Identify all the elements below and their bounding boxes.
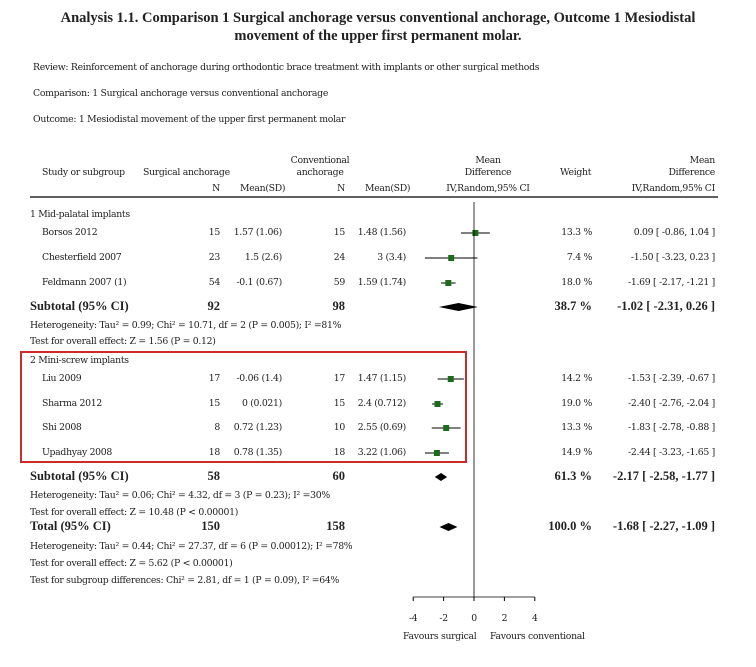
x-tick-label: 4 bbox=[531, 613, 538, 624]
header-md-right-3: IV,Random,95% CI bbox=[631, 183, 715, 194]
study-n1: 17 bbox=[208, 373, 220, 384]
header-n1: N bbox=[212, 183, 220, 194]
study-msd2: 2.4 (0.712) bbox=[357, 398, 406, 409]
study-n2: 15 bbox=[333, 398, 345, 409]
study-msd2: 2.55 (0.69) bbox=[357, 422, 406, 433]
subgroup-heading: 1 Mid-palatal implants bbox=[30, 209, 130, 220]
study-n1: 23 bbox=[208, 252, 220, 263]
study-n1: 18 bbox=[208, 447, 220, 458]
study-msd2: 1.59 (1.74) bbox=[357, 277, 406, 288]
x-tick-label: 0 bbox=[471, 613, 477, 624]
subtotal-label: Subtotal (95% CI) bbox=[30, 469, 129, 483]
header-conventional-1: Conventional bbox=[290, 155, 350, 166]
header-surgical: Surgical anchorage bbox=[143, 167, 230, 178]
header-md-1: Mean bbox=[475, 155, 501, 166]
comparison-text: Comparison: 1 Surgical anchorage versus conventional anchorage bbox=[33, 88, 329, 99]
subtotal-n1: 58 bbox=[207, 469, 220, 483]
study-name: Borsos 2012 bbox=[42, 227, 98, 238]
total-overall-effect-text: Test for overall effect: Z = 5.62 (P < 0.00001) bbox=[30, 558, 233, 569]
pooled-effect-diamond bbox=[439, 523, 457, 531]
subgroup-heading: 2 Mini-screw implants bbox=[30, 355, 129, 366]
study-weight: 13.3 % bbox=[561, 227, 592, 238]
header-conventional-2: anchorage bbox=[296, 167, 344, 178]
heterogeneity-text: Heterogeneity: Tau² = 0.99; Chi² = 10.71, df = 2 (P = 0.005); I² =81% bbox=[30, 320, 342, 331]
review-text: Review: Reinforcement of anchorage during orthodontic brace treatment with implants or other surgical methods bbox=[33, 62, 540, 73]
study-n1: 8 bbox=[214, 422, 220, 433]
header-md-3: IV,Random,95% CI bbox=[446, 183, 530, 194]
study-ci: -2.44 [ -3.23, -1.65 ] bbox=[628, 447, 715, 458]
study-effect-marker bbox=[448, 376, 454, 382]
overall-effect-text: Test for overall effect: Z = 10.48 (P < 0.00001) bbox=[30, 507, 239, 518]
study-weight: 7.4 % bbox=[566, 252, 592, 263]
x-tick-label: -4 bbox=[408, 613, 418, 624]
study-effect-marker bbox=[435, 401, 441, 407]
subtotal-ci: -2.17 [ -2.58, -1.77 ] bbox=[612, 469, 715, 483]
subtotal-n1: 150 bbox=[201, 519, 220, 533]
subtotal-ci: -1.02 [ -2.31, 0.26 ] bbox=[617, 299, 715, 313]
study-msd1: 0.78 (1.35) bbox=[233, 447, 282, 458]
subtotal-weight: 38.7 % bbox=[554, 299, 592, 313]
study-msd1: 1.5 (2.6) bbox=[244, 252, 282, 263]
header-md-right-2: Difference bbox=[668, 167, 715, 178]
study-n1: 15 bbox=[208, 227, 220, 238]
study-msd2: 3.22 (1.06) bbox=[357, 447, 406, 458]
study-effect-marker bbox=[472, 230, 478, 236]
favours-right-label: Favours conventional bbox=[490, 631, 585, 642]
x-tick-label: 2 bbox=[501, 613, 508, 624]
header-md-right-1: Mean bbox=[689, 155, 715, 166]
subtotal-label: Subtotal (95% CI) bbox=[30, 299, 129, 313]
study-n1: 54 bbox=[208, 277, 220, 288]
subtotal-n2: 60 bbox=[332, 469, 345, 483]
study-weight: 18.0 % bbox=[561, 277, 592, 288]
study-n1: 15 bbox=[208, 398, 220, 409]
subtotal-n1: 92 bbox=[207, 299, 220, 313]
study-effect-marker bbox=[443, 425, 449, 431]
study-ci: -1.83 [ -2.78, -0.88 ] bbox=[628, 422, 715, 433]
study-ci: -1.69 [ -2.17, -1.21 ] bbox=[628, 277, 715, 288]
chart-title-line2: movement of the upper first permanent molar. bbox=[234, 28, 522, 44]
header-md-2: Difference bbox=[464, 167, 512, 178]
x-tick-label: -2 bbox=[439, 613, 448, 624]
header-msd1: Mean(SD) bbox=[240, 183, 286, 194]
study-name: Sharma 2012 bbox=[42, 398, 103, 409]
pooled-effect-diamond bbox=[435, 473, 447, 481]
study-effect-marker bbox=[448, 255, 454, 261]
study-n2: 59 bbox=[333, 277, 345, 288]
study-weight: 14.9 % bbox=[561, 447, 592, 458]
subtotal-ci: -1.68 [ -2.27, -1.09 ] bbox=[612, 519, 715, 533]
study-msd1: 0.72 (1.23) bbox=[233, 422, 282, 433]
subtotal-weight: 61.3 % bbox=[554, 469, 592, 483]
study-n2: 10 bbox=[333, 422, 345, 433]
subtotal-weight: 100.0 % bbox=[548, 519, 592, 533]
header-study: Study or subgroup bbox=[42, 167, 125, 178]
study-effect-marker bbox=[434, 450, 440, 456]
study-ci: -2.40 [ -2.76, -2.04 ] bbox=[628, 398, 715, 409]
study-n2: 18 bbox=[333, 447, 345, 458]
subgroup-differences-text: Test for subgroup differences: Chi² = 2.81, df = 1 (P = 0.09), I² =64% bbox=[30, 575, 339, 586]
study-ci: -1.50 [ -3.23, 0.23 ] bbox=[630, 252, 715, 263]
study-n2: 17 bbox=[333, 373, 345, 384]
chart-title-line1: Analysis 1.1. Comparison 1 Surgical anchorage versus conventional anchorage, Outcome 1 Mesiodistal bbox=[60, 10, 696, 26]
study-msd2: 1.48 (1.56) bbox=[357, 227, 406, 238]
subtotal-label: Total (95% CI) bbox=[30, 519, 111, 533]
favours-left-label: Favours surgical bbox=[403, 631, 477, 642]
study-n2: 24 bbox=[333, 252, 345, 263]
study-msd2: 3 (3.4) bbox=[377, 252, 406, 263]
heterogeneity-text: Heterogeneity: Tau² = 0.06; Chi² = 4.32, df = 3 (P = 0.23); I² =30% bbox=[30, 490, 330, 501]
study-ci: 0.09 [ -0.86, 1.04 ] bbox=[633, 227, 715, 238]
study-weight: 13.3 % bbox=[561, 422, 592, 433]
overall-effect-text: Test for overall effect: Z = 1.56 (P = 0.12) bbox=[30, 336, 216, 347]
header-msd2: Mean(SD) bbox=[365, 183, 411, 194]
subtotal-n2: 158 bbox=[326, 519, 345, 533]
subtotal-n2: 98 bbox=[332, 299, 345, 313]
study-weight: 14.2 % bbox=[561, 373, 592, 384]
study-name: Upadhyay 2008 bbox=[42, 447, 113, 458]
study-name: Shi 2008 bbox=[42, 422, 82, 433]
study-msd1: 0 (0.021) bbox=[241, 398, 282, 409]
study-n2: 15 bbox=[333, 227, 345, 238]
study-msd1: -0.1 (0.67) bbox=[236, 277, 282, 288]
study-name: Liu 2009 bbox=[42, 373, 82, 384]
study-msd1: 1.57 (1.06) bbox=[233, 227, 282, 238]
study-msd1: -0.06 (1.4) bbox=[236, 373, 282, 384]
header-weight: Weight bbox=[560, 167, 592, 178]
study-effect-marker bbox=[445, 280, 451, 286]
pooled-effect-diamond bbox=[439, 303, 478, 311]
study-weight: 19.0 % bbox=[561, 398, 592, 409]
outcome-text: Outcome: 1 Mesiodistal movement of the upper first permanent molar bbox=[33, 114, 346, 125]
study-name: Chesterfield 2007 bbox=[42, 252, 122, 263]
study-ci: -1.53 [ -2.39, -0.67 ] bbox=[628, 373, 715, 384]
study-name: Feldmann 2007 (1) bbox=[42, 277, 127, 288]
study-msd2: 1.47 (1.15) bbox=[357, 373, 406, 384]
total-heterogeneity-text: Heterogeneity: Tau² = 0.44; Chi² = 27.37, df = 6 (P = 0.00012); I² =78% bbox=[30, 541, 353, 552]
header-n2: N bbox=[337, 183, 345, 194]
